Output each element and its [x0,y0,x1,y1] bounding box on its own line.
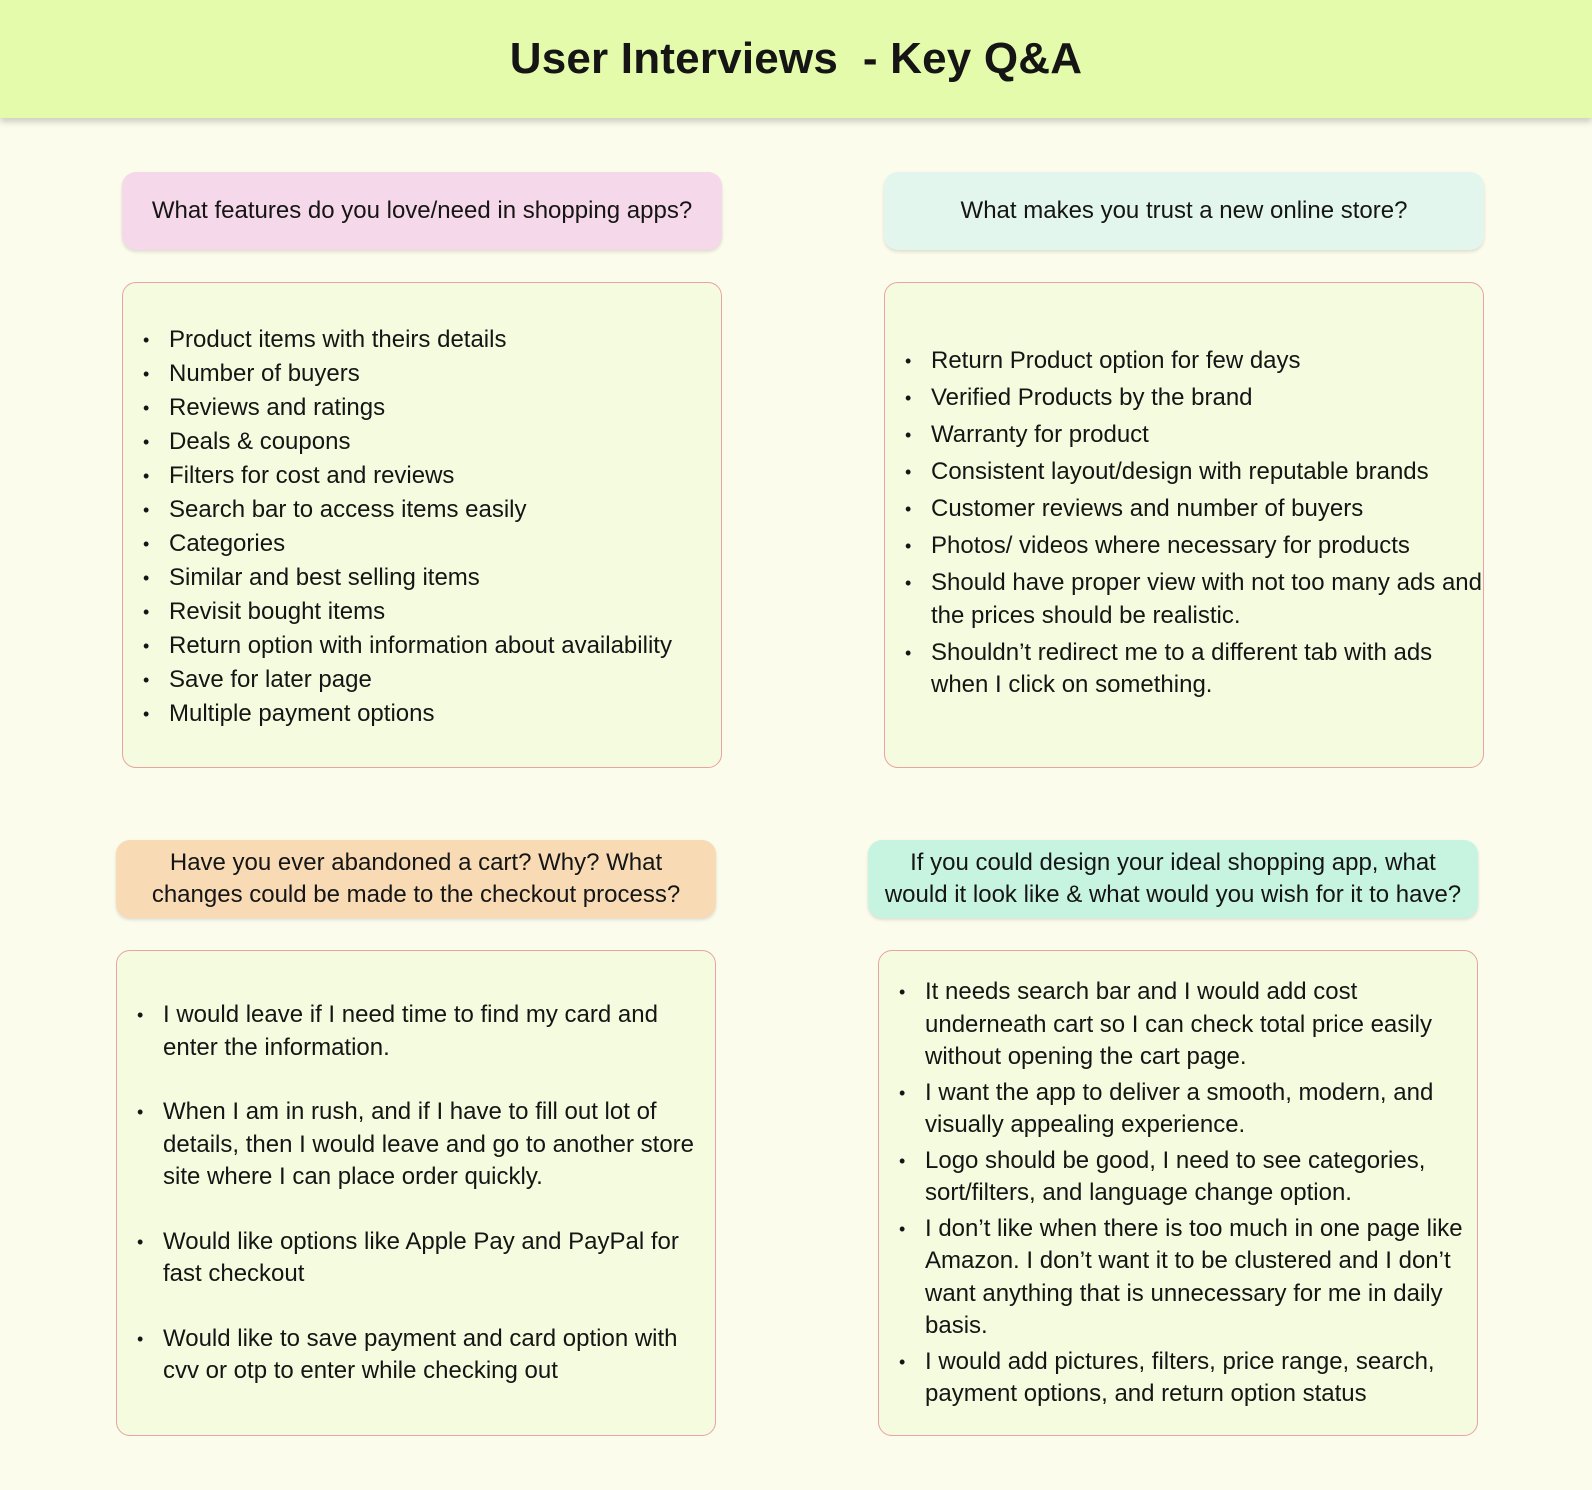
question-card-ideal-app [868,840,1478,918]
answer-item: • Filters for cost and reviews [123,459,721,493]
answer-item: • Customer reviews and number of buyers [885,493,1483,526]
question-text: What makes you trust a new online store? [960,197,1408,224]
answer-list [885,345,1483,702]
answer-item: • Return option with information about availability [123,629,721,663]
question-text: Have you ever abandoned a cart? Why? What changes could be made to the checkout process? [151,849,681,908]
answer-item: • When I am in rush, and if I have to fill out lot of details, then I would leave and go to another store site where I can place order quickly. [117,1096,715,1194]
answer-item: • I would add pictures, filters, price range, search, payment options, and return option status [879,1346,1477,1411]
answer-item: • Logo should be good, I need to see categories, sort/filters, and language change option. [879,1145,1477,1210]
question-card-abandoned-cart [116,840,716,918]
answer-item: • It needs search bar and I would add cost underneath cart so I can check total price easily without opening the cart page. [879,976,1477,1074]
answer-item: • Categories [123,527,721,561]
answer-card-features [122,282,722,768]
answer-card-abandoned-cart [116,950,716,1436]
answer-item: • Number of buyers [123,357,721,391]
answer-item: • I would leave if I need time to find my card and enter the information. [117,999,715,1064]
question-card-trust [884,172,1484,250]
answer-card-trust [884,282,1484,768]
answer-item: • Deals & coupons [123,425,721,459]
answer-item: • Consistent layout/design with reputable brands [885,456,1483,489]
answer-item: • Should have proper view with not too many ads and the prices should be realistic. [885,567,1483,632]
answer-item: • Would like to save payment and card option with cvv or otp to enter while checking out [117,1323,715,1388]
answer-item: • Warranty for product [885,419,1483,452]
answer-list [879,976,1477,1411]
answer-list [117,999,715,1388]
question-text: What features do you love/need in shopping apps? [151,197,693,224]
answer-item: • I don’t like when there is too much in one page like Amazon. I don’t want it to be clustered and I don’t want anything that is unnecessary for me in daily basis. [879,1213,1477,1343]
answer-item: • Would like options like Apple Pay and PayPal for fast checkout [117,1226,715,1291]
answer-list [123,323,721,731]
answer-item: • Reviews and ratings [123,391,721,425]
answer-item: • Revisit bought items [123,595,721,629]
answer-item: • Search bar to access items easily [123,493,721,527]
question-card-features [122,172,722,250]
page-title: User Interviews - Key Q&A [509,34,1083,83]
answer-item: • Product items with theirs details [123,323,721,357]
answer-item: • Save for later page [123,663,721,697]
answer-card-ideal-app [878,950,1478,1436]
answer-item: • Return Product option for few days [885,345,1483,378]
answer-item: • Shouldn’t redirect me to a different tab with ads when I click on something. [885,637,1483,702]
answer-item: • Multiple payment options [123,697,721,731]
answer-item: • I want the app to deliver a smooth, modern, and visually appealing experience. [879,1077,1477,1142]
answer-item: • Verified Products by the brand [885,382,1483,415]
question-text: If you could design your ideal shopping app, what would it look like & what would you wish for it to have? [884,849,1462,908]
answer-item: • Photos/ videos where necessary for products [885,530,1483,563]
title-banner [0,0,1592,118]
answer-item: • Similar and best selling items [123,561,721,595]
